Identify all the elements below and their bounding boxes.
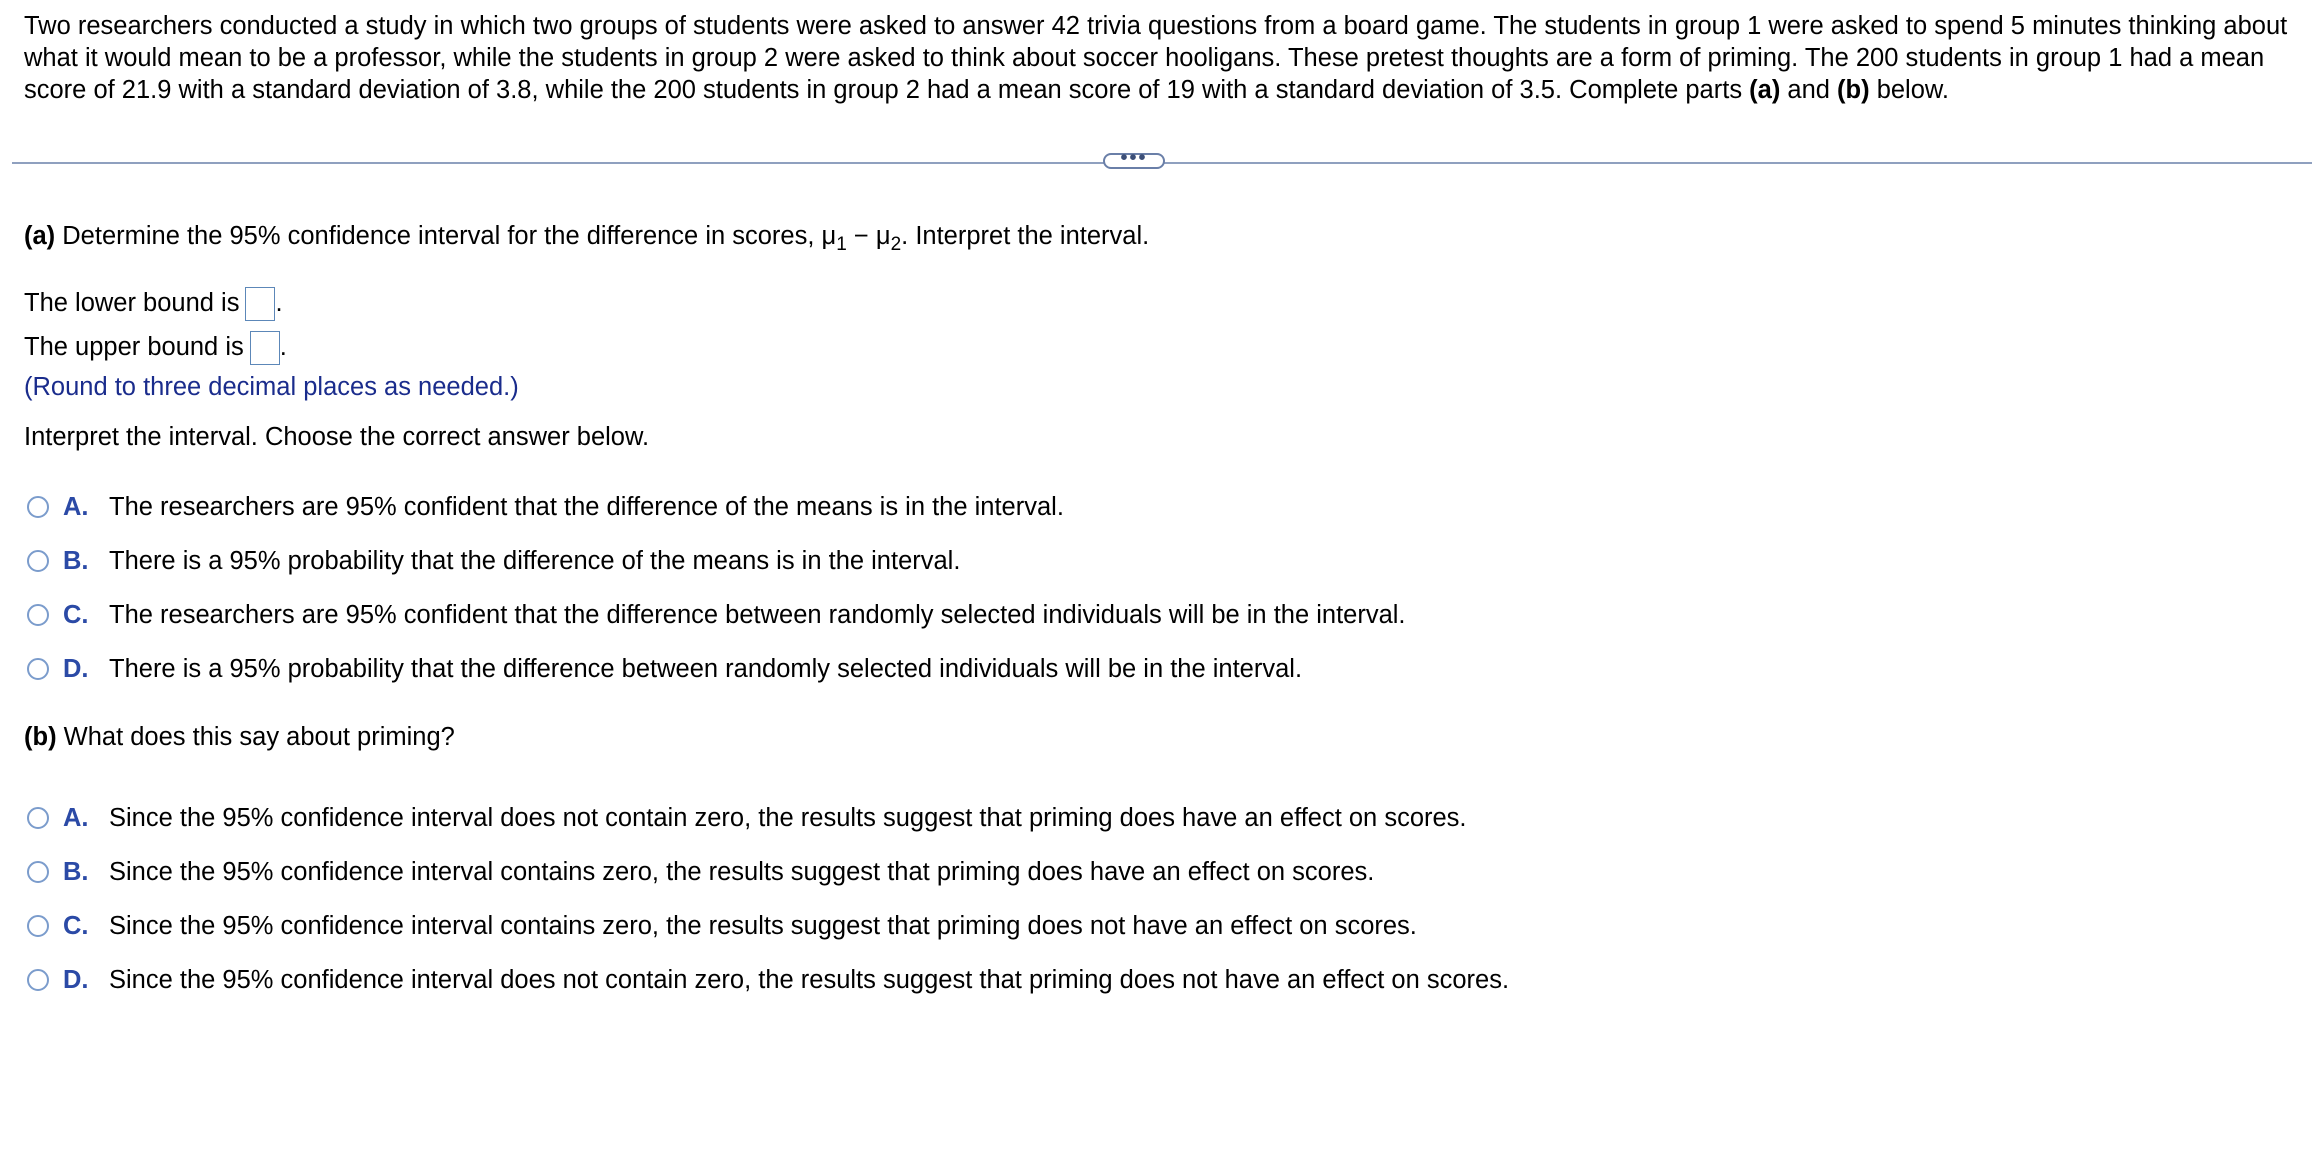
option-text: The researchers are 95% confident that the difference of the means is in the interval. [109, 492, 1064, 521]
upper-bound-row [24, 331, 287, 365]
part-a-ref: (a) [1749, 76, 1781, 104]
interpret-prompt: Interpret the interval. Choose the correct answer below. [24, 423, 650, 451]
option-letter: D. [63, 654, 89, 683]
rounding-note: (Round to three decimal places as needed.) [24, 373, 519, 401]
option-letter: A. [63, 803, 89, 832]
part-a-option-c[interactable] [27, 598, 1406, 632]
option-text: There is a 95% probability that the difference of the means is in the interval. [109, 546, 961, 575]
radio-circle-icon[interactable] [27, 496, 49, 518]
mu1-symbol: μ [821, 222, 837, 250]
option-text: Since the 95% confidence interval does not contain zero, the results suggest that priming does have an effect on scores. [109, 803, 1467, 832]
radio-circle-icon[interactable] [27, 807, 49, 829]
part-b-option-d[interactable] [27, 963, 1509, 997]
part-a-option-b[interactable] [27, 544, 960, 578]
more-dots-icon: ••• [1120, 147, 1148, 169]
option-letter: A. [63, 492, 89, 521]
part-b-option-a[interactable] [27, 801, 1467, 835]
option-text: Since the 95% confidence interval contains zero, the results suggest that priming does have an effect on scores. [109, 857, 1375, 886]
upper-bound-period: . [279, 333, 287, 361]
part-a-label: (a) [24, 222, 56, 250]
part-b-question [24, 721, 455, 753]
option-text: Since the 95% confidence interval does not contain zero, the results suggest that priming does not have an effect on scores. [109, 965, 1510, 994]
part-b-option-c[interactable] [27, 909, 1417, 943]
part-b-option-b[interactable] [27, 855, 1374, 889]
radio-circle-icon[interactable] [27, 604, 49, 626]
upper-bound-input[interactable] [250, 331, 280, 365]
radio-circle-icon[interactable] [27, 969, 49, 991]
expand-more-button[interactable] [1103, 147, 1165, 169]
and-text: and [1780, 76, 1838, 104]
part-a-option-d[interactable] [27, 652, 1302, 686]
part-b-label: (b) [24, 723, 57, 751]
option-letter: B. [63, 857, 89, 886]
option-letter: C. [63, 911, 89, 940]
tail-text: below. [1869, 76, 1949, 104]
option-letter: D. [63, 965, 89, 994]
lower-bound-period: . [275, 289, 283, 317]
radio-circle-icon[interactable] [27, 550, 49, 572]
part-a-question-start: Determine the 95% confidence interval for the difference in scores, [55, 222, 822, 250]
option-text: The researchers are 95% confident that the difference between randomly selected individuals will be in the interval. [109, 600, 1406, 629]
lower-bound-label: The lower bound is [24, 289, 240, 317]
radio-circle-icon[interactable] [27, 658, 49, 680]
part-a-question [24, 220, 1149, 261]
mu2-subscript: 2 [890, 234, 902, 255]
option-text: Since the 95% confidence interval contains zero, the results suggest that priming does not have an effect on scores. [109, 911, 1417, 940]
part-b-question-text: What does this say about priming? [56, 723, 455, 751]
upper-bound-label: The upper bound is [24, 333, 244, 361]
radio-circle-icon[interactable] [27, 915, 49, 937]
part-b-ref: (b) [1837, 76, 1870, 104]
part-a-option-a[interactable] [27, 490, 1064, 524]
radio-circle-icon[interactable] [27, 861, 49, 883]
option-text: There is a 95% probability that the difference between randomly selected individuals will be in the interval. [109, 654, 1303, 683]
lower-bound-row [24, 287, 283, 321]
problem-text: Two researchers conducted a study in which two groups of students were asked to answer 42 trivia questions from a board game. The students in group 1 were asked to spend 5 minutes thinking about what it would mean to be a professor, while the students in group 2 were asked to think about soccer hooligans. These pretest thoughts are a form of priming. The 200 students in group 1 had a mean score of 21.9 with a standard deviation of 3.8, while the 200 students in group 2 had a mean score of 19 with a standard deviation of 3.5. Complete parts [24, 12, 2288, 104]
minus-sign: − [846, 222, 876, 250]
option-letter: C. [63, 600, 89, 629]
option-letter: B. [63, 546, 89, 575]
lower-bound-input[interactable] [245, 287, 275, 321]
problem-statement [24, 10, 2304, 106]
part-a-question-end: . Interpret the interval. [901, 222, 1150, 250]
mu1-subscript: 1 [836, 234, 847, 255]
mu2-symbol: μ [875, 222, 891, 250]
